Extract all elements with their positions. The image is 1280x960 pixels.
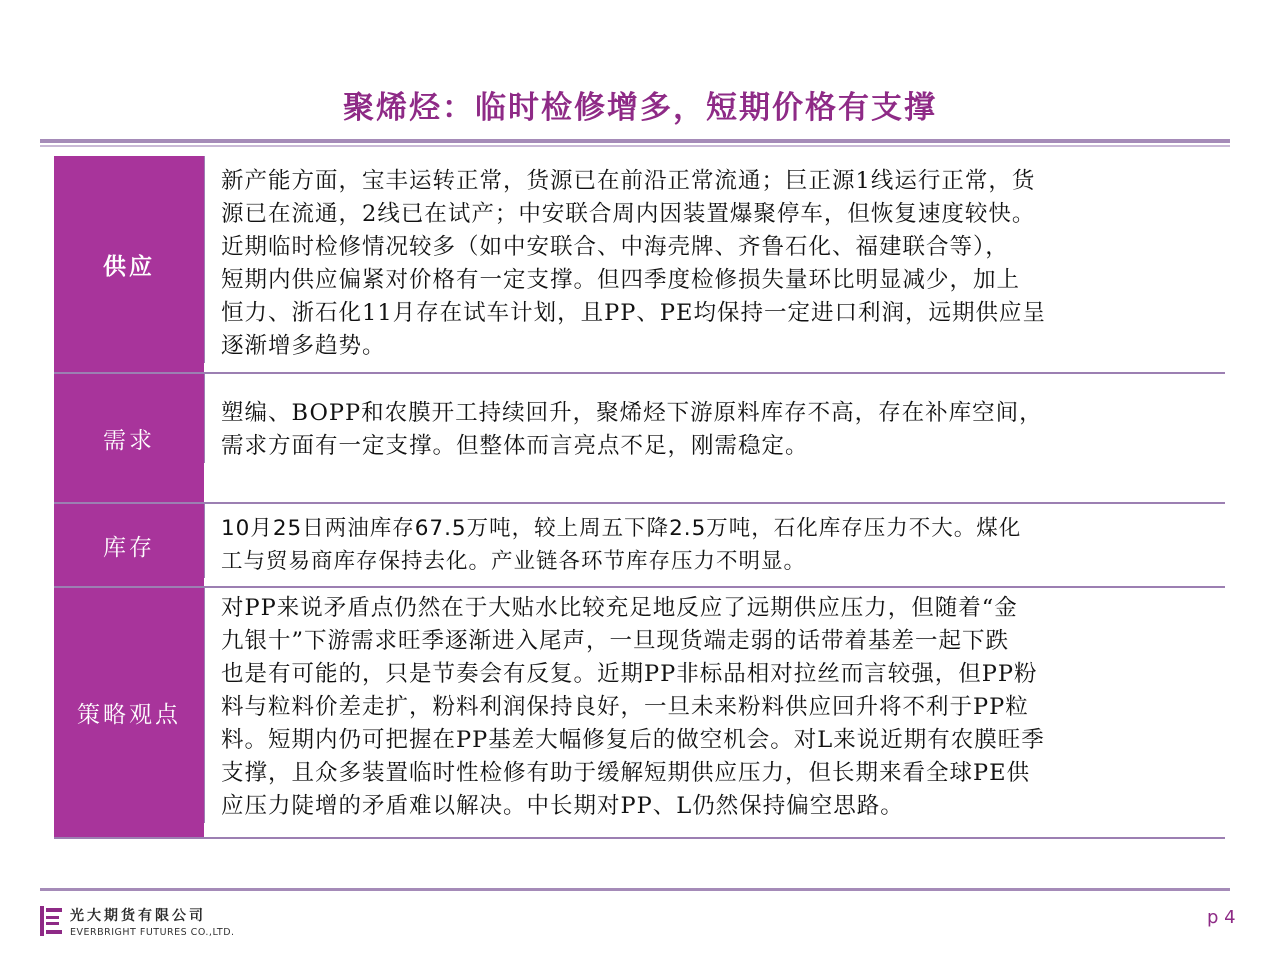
page-title: 聚烯烃：临时检修增多，短期价格有支撑 [343, 90, 937, 126]
text-line: 恒力、浙石化11月存在试车计划，且PP、PE均保持一定进口利润，远期供应呈 [221, 300, 1046, 326]
table-row-demand [54, 374, 1225, 504]
text-line: 短期内供应偏紧对价格有一定支撑。但四季度检修损失量环比明显减少，加上 [221, 267, 1021, 293]
row-text-demand [204, 374, 1225, 463]
text-line: 料与粒料价差走扩，粉料利润保持良好，一旦未来粉料供应回升将不利于PP粒 [221, 694, 1029, 720]
company-name-en: EVERBRIGHT FUTURES CO.,LTD. [70, 927, 235, 938]
text-line: 工与贸易商库存保持去化。产业链各环节库存压力不明显。 [221, 549, 807, 574]
text-line: 需求方面有一定支撑。但整体而言亮点不足，刚需稳定。 [221, 433, 809, 459]
table-row-strategy [54, 588, 1225, 839]
text-line: 塑编、BOPP和农膜开工持续回升，聚烯烃下游原料库存不高，存在补库空间， [221, 400, 1043, 426]
row-label-inventory: 库存 [54, 504, 204, 586]
title-divider [40, 139, 1230, 143]
text-line: 逐渐增多趋势。 [221, 333, 386, 359]
text-line: 应压力陡增的矛盾难以解决。中长期对PP、L仍然保持偏空思路。 [221, 793, 904, 819]
table-row-inventory [54, 504, 1225, 588]
text-line: 新产能方面，宝丰运转正常，货源已在前沿正常流通；巨正源1线运行正常，货 [221, 168, 1036, 194]
row-text-supply [204, 156, 1225, 363]
title-divider-thin [40, 145, 1230, 147]
text-line: 九银十”下游需求旺季逐渐进入尾声，一旦现货端走弱的话带着基差一起下跌 [221, 628, 1010, 654]
text-line: 支撑，且众多装置临时性检修有助于缓解短期供应压力，但长期来看全球PE供 [221, 760, 1031, 786]
content-table [54, 156, 1225, 839]
text-line: 料。短期内仍可把握在PP基差大幅修复后的做空机会。对L来说近期有农膜旺季 [221, 727, 1045, 753]
text-line: 10月25日两油库存67.5万吨，较上周五下降2.5万吨，石化库存压力不大。煤化 [221, 516, 1022, 541]
company-name-cn: 光大期货有限公司 [70, 908, 206, 924]
row-label-strategy: 策略观点 [54, 588, 204, 837]
text-line: 近期临时检修情况较多（如中安联合、中海壳牌、齐鲁石化、福建联合等）， [221, 234, 1009, 260]
table-row-supply [54, 156, 1225, 374]
everbright-logo-icon [40, 906, 62, 936]
row-label-demand: 需求 [54, 374, 204, 502]
footer-divider [40, 888, 1230, 891]
text-line: 对PP来说矛盾点仍然在于大贴水比较充足地反应了远期供应压力，但随着“金 [221, 595, 1018, 621]
row-text-inventory [204, 504, 1225, 578]
page-number: p 4 [1207, 907, 1236, 928]
row-text-strategy [204, 588, 1225, 823]
row-label-supply: 供应 [54, 156, 204, 372]
text-line: 源已在流通，2线已在试产；中安联合周内因装置爆聚停车，但恢复速度较快。 [221, 201, 1036, 227]
text-line: 也是有可能的，只是节奏会有反复。近期PP非标品相对拉丝而言较强，但PP粉 [221, 661, 1038, 687]
